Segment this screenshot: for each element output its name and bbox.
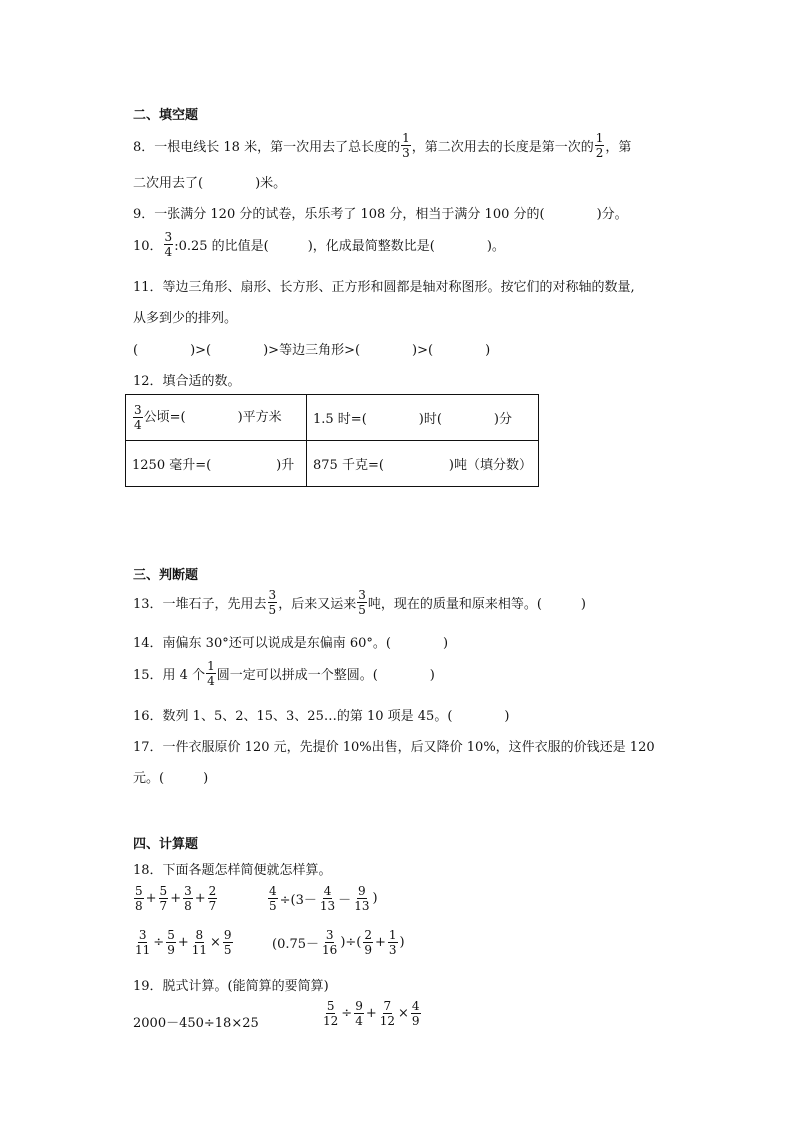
- question-16: 16．数列 1、5、2、15、3、25…的第 10 项是 45。( ): [133, 709, 510, 724]
- q8-text-c: ，第: [605, 140, 632, 155]
- q18-expression-1: $\frac{5}{8}$ + $\frac{5}{7}$ + $\frac{3}{8}$ + $\frac{2}{7}$: [135, 884, 217, 913]
- question-9: 9．一张满分 120 分的试卷，乐乐考了 108 分，相当于满分 100 分的( )分。: [133, 207, 628, 222]
- q19-expression-2: $\frac{5}{12}$ ÷ $\frac{9}{4}$ + $\frac{7}{12}$ × $\frac{4}{9}$: [323, 999, 420, 1028]
- question-17-line2: 元。( ): [133, 771, 209, 786]
- q10-text: :0.25 的比值是( )，化成最简整数比是( )。: [174, 239, 505, 254]
- q12-cell-r2c2: 875 千克=( )吨（填分数）: [307, 441, 539, 487]
- question-10: [133, 231, 505, 258]
- question-15: [133, 660, 435, 687]
- q13-fraction-2: $\frac{3}{5}$: [358, 588, 366, 617]
- q15-text-a: 15．用 4 个: [133, 668, 206, 683]
- q12-cell-r2c1: 1250 毫升=( )升: [126, 441, 307, 487]
- q8-fraction-2: $\frac{1}{2}$: [595, 131, 604, 160]
- q12-table: [125, 394, 539, 487]
- section-calc-title: 四、计算题: [133, 837, 199, 852]
- question-19-title: 19．脱式计算。(能简算的要简算): [133, 979, 329, 994]
- section-judge-title: 三、判断题: [133, 568, 199, 583]
- question-12-title: 12．填合适的数。: [133, 374, 241, 389]
- q10-prefix: 10．: [133, 239, 163, 254]
- q12-fraction: $\frac{3}{4}$: [134, 403, 142, 432]
- question-8-line1: [133, 132, 631, 159]
- q8-text-b: ，第二次用去的长度是第一次的: [411, 140, 594, 155]
- question-14: 14．南偏东 30°还可以说成是东偏南 60°。( ): [133, 636, 449, 651]
- q18-expression-4: (0.75－ $\frac{3}{16}$ )÷( $\frac{2}{9}$ + $\frac{1}{3}$ ): [272, 928, 405, 957]
- q19-expression-1: 2000－450÷18×25: [133, 1016, 259, 1031]
- q18-expression-3: $\frac{3}{11}$ ÷ $\frac{5}{9}$ + $\frac{8}{11}$ × $\frac{9}{5}$: [135, 928, 232, 957]
- q13-text-b: ，后来又运来: [278, 597, 357, 612]
- question-8-line2: 二次用去了( )米。: [133, 176, 287, 191]
- question-11-line2: 从多到少的排列。: [133, 311, 238, 326]
- q13-text-c: 吨，现在的质量和原来相等。( ): [367, 597, 586, 612]
- q12-cell-r1c1: $\frac{3}{4}$ 公顷=( )平方米: [126, 395, 307, 441]
- q15-fraction: $\frac{1}{4}$: [207, 659, 215, 688]
- q10-fraction: $\frac{3}{4}$: [164, 230, 173, 259]
- q15-text-b: 圆一定可以拼成一个整圆。( ): [216, 668, 435, 683]
- question-11-line1: 11．等边三角形、扇形、长方形、正方形和圆都是轴对称图形。按它们的对称轴的数量,: [133, 280, 635, 295]
- question-13: [133, 589, 586, 616]
- q18-expression-2: $\frac{4}{5}$ ÷(3－ $\frac{4}{13}$ － $\frac{9}{13}$ ): [269, 884, 378, 913]
- q13-text-a: 13．一堆石子，先用去: [133, 597, 267, 612]
- q8-text-a: 8．一根电线长 18 米，第一次用去了总长度的: [133, 140, 401, 155]
- q12-cell-r1c2: 1.5 时=( )时( )分: [307, 395, 539, 441]
- question-18-title: 18．下面各题怎样简便就怎样算。: [133, 863, 332, 878]
- question-17-line1: 17．一件衣服原价 120 元，先提价 10%出售，后又降价 10%，这件衣服的价钱还是 120: [133, 740, 655, 755]
- q13-fraction-1: $\frac{3}{5}$: [268, 588, 277, 617]
- q8-fraction-1: $\frac{1}{3}$: [402, 131, 410, 160]
- section-fill-in-title: 二、填空题: [133, 108, 199, 123]
- question-11-line3: ( )>( )>等边三角形>( )>( ): [133, 343, 491, 358]
